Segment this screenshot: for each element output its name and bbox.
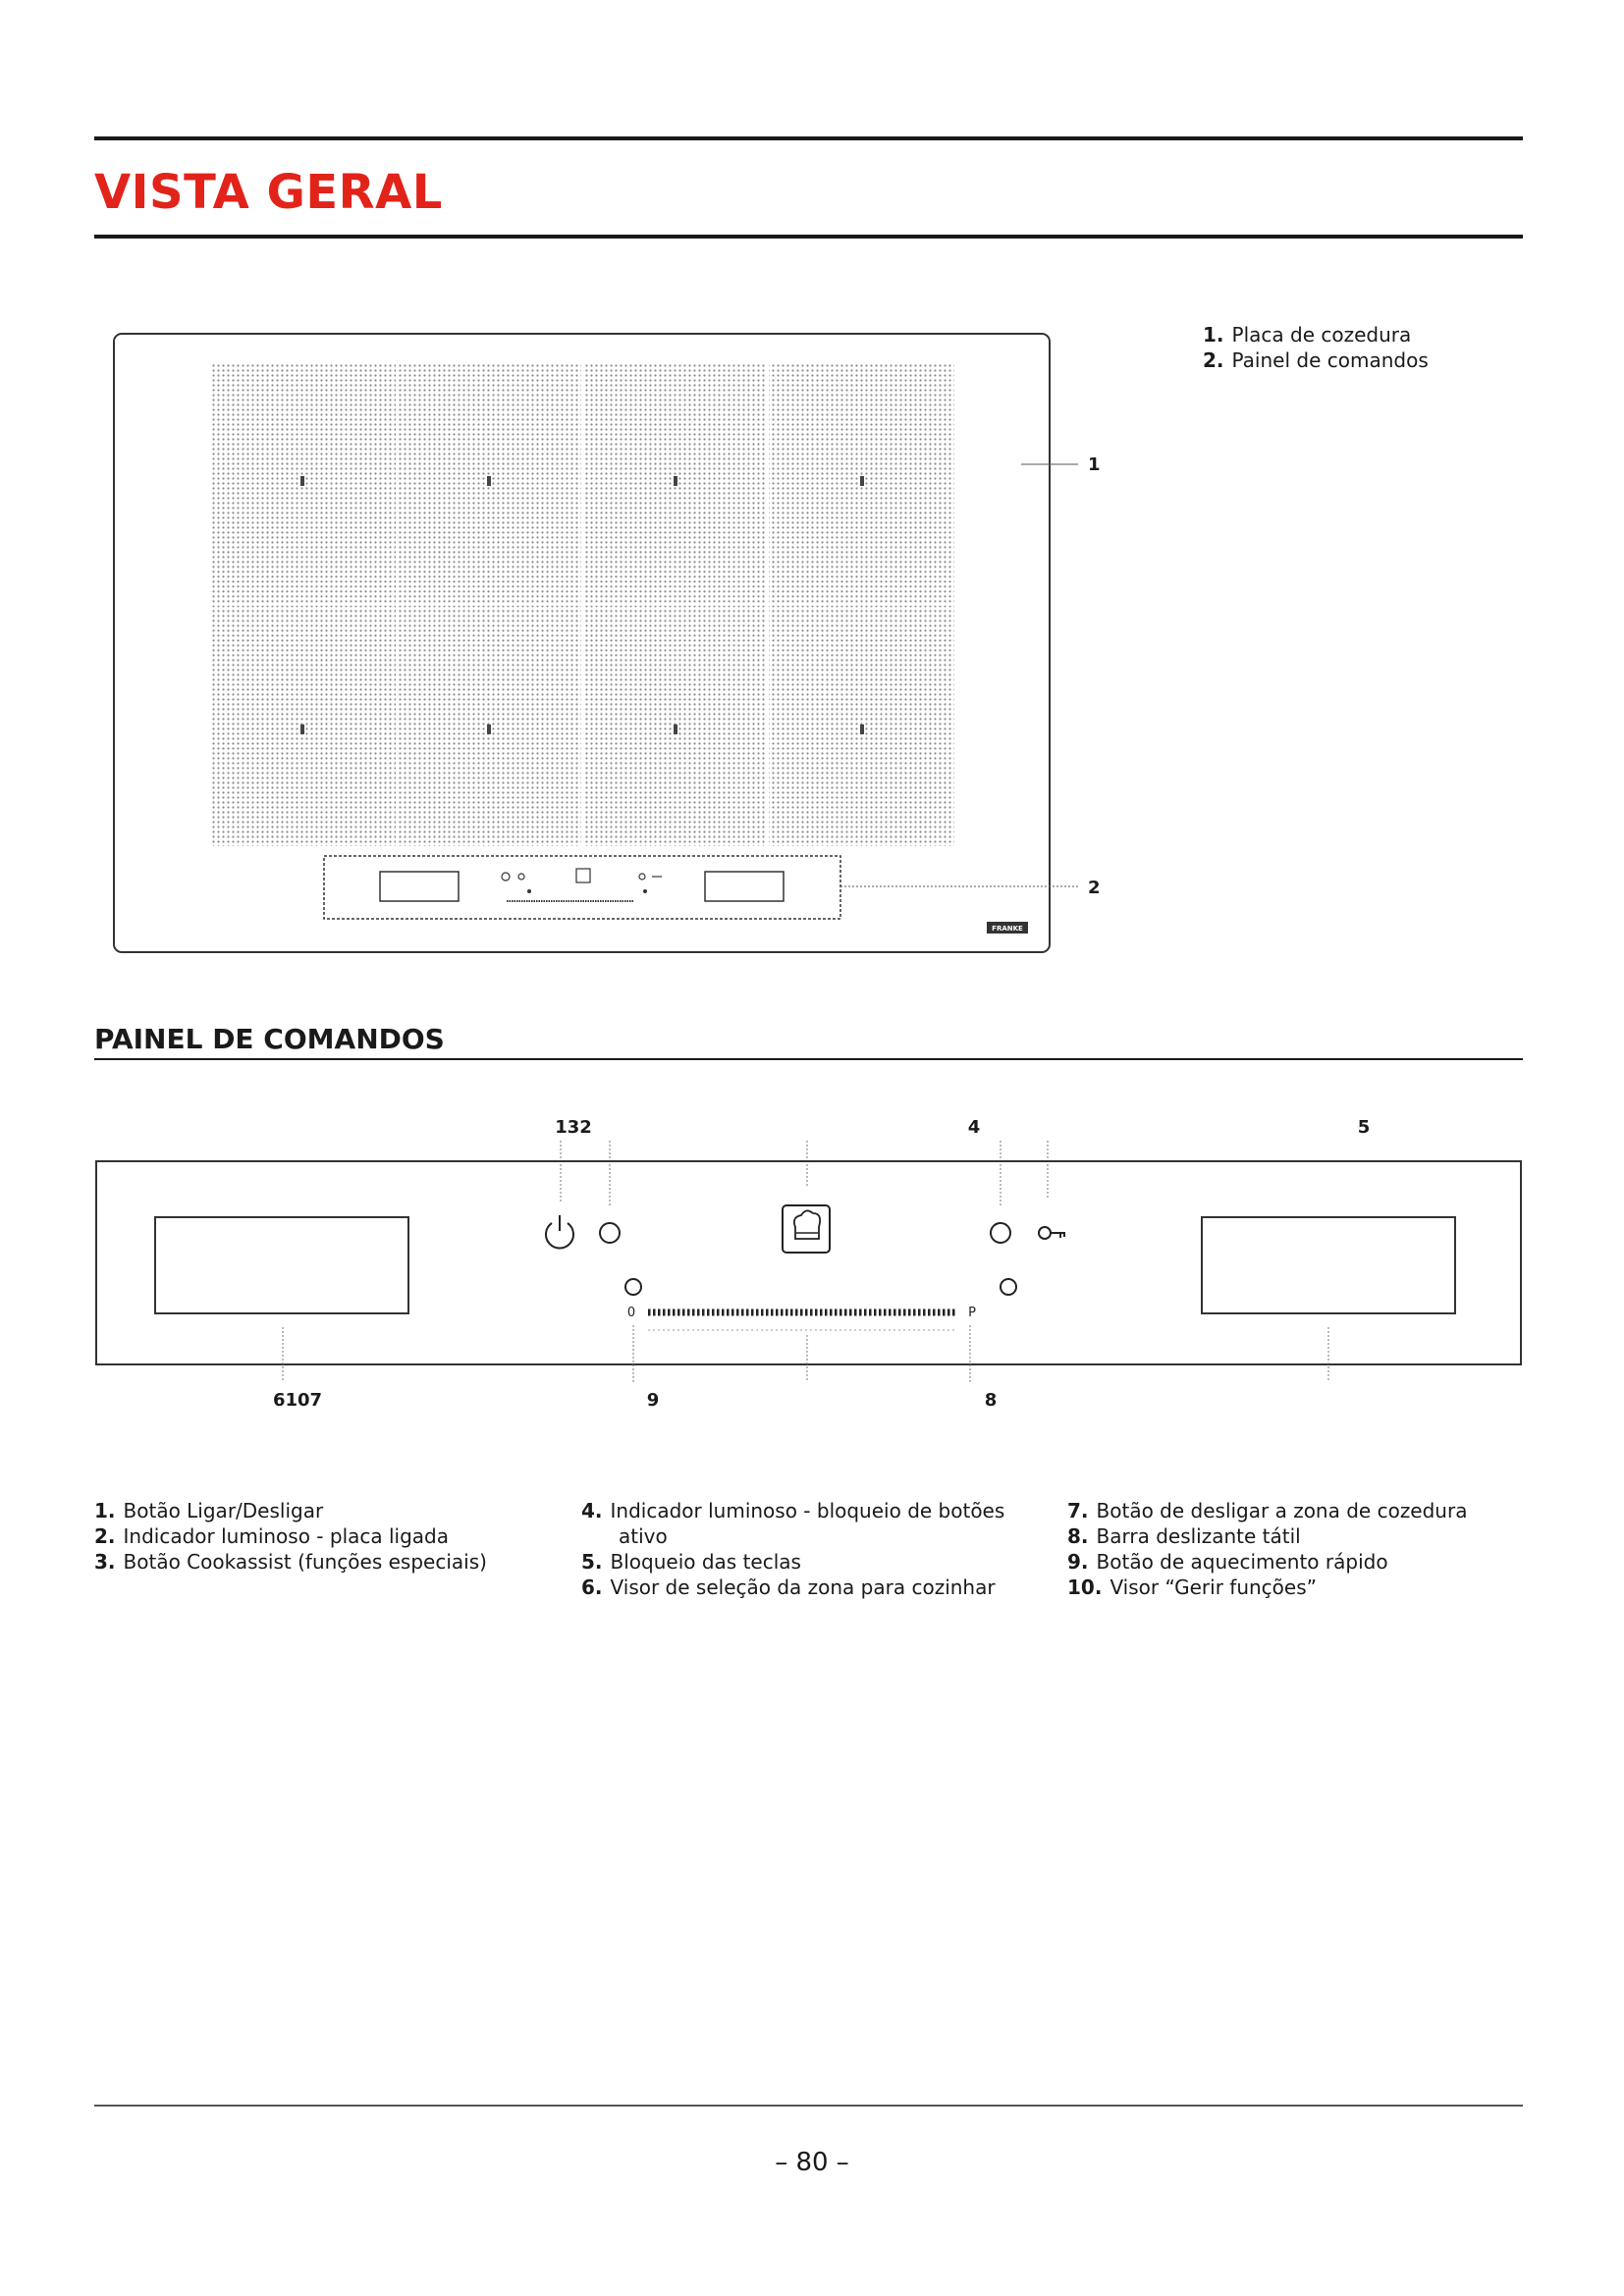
legend-number: 7. xyxy=(1067,1499,1089,1522)
legend-number: 8. xyxy=(1067,1524,1089,1548)
panel-legend-item xyxy=(581,1498,1004,1523)
zone-off-icon xyxy=(643,889,647,893)
section-title: PAINEL DE COMANDOS xyxy=(94,1023,445,1055)
brand-label: FRANKE xyxy=(992,925,1023,933)
zone-marker-icon xyxy=(860,724,864,734)
power-icon xyxy=(502,873,510,881)
left-display xyxy=(380,872,459,901)
legend-number: 2. xyxy=(94,1524,116,1548)
section-underline xyxy=(94,1058,1523,1060)
legend-text: Visor de seleção da zona para cozinhar xyxy=(610,1575,996,1599)
boost-button-icon xyxy=(625,1279,641,1295)
legend-text: Botão Ligar/Desligar xyxy=(123,1499,324,1522)
legend-number: 3. xyxy=(94,1550,116,1574)
callout-label: 5 xyxy=(1357,1117,1371,1138)
zone-marker-icon xyxy=(674,724,677,734)
zone-marker-icon xyxy=(487,724,491,734)
callout-label: 1 xyxy=(1088,454,1101,475)
indicator-icon xyxy=(639,874,645,880)
callout-label: 4 xyxy=(967,1117,981,1138)
cookassist-button-icon xyxy=(783,1205,830,1253)
callout-label: 2 xyxy=(1088,878,1101,898)
control-panel-outline xyxy=(96,1161,1521,1364)
indicator-icon xyxy=(518,874,524,880)
panel-legend-item xyxy=(1067,1523,1301,1549)
zone-marker-icon xyxy=(300,476,304,486)
zone-marker-icon xyxy=(860,476,864,486)
panel-legend-item xyxy=(94,1498,323,1523)
control-panel-drawing xyxy=(0,1080,1624,1433)
cookassist-icon xyxy=(576,869,590,882)
panel-legend-item xyxy=(1067,1498,1467,1523)
legend-number: 4. xyxy=(581,1499,603,1522)
legend-number: 5. xyxy=(581,1550,603,1574)
callout-label: 132 xyxy=(555,1117,592,1138)
legend-text: Bloqueio das teclas xyxy=(610,1550,801,1574)
legend-number: 10. xyxy=(1067,1575,1103,1599)
zone-marker-icon xyxy=(487,476,491,486)
legend-number: 2. xyxy=(1203,348,1224,372)
legend-number: 1. xyxy=(94,1499,116,1522)
power-indicator-icon xyxy=(600,1223,620,1243)
functions-display xyxy=(1202,1217,1455,1313)
legend-text: ativo xyxy=(619,1524,668,1548)
legend-text: Indicador luminoso - placa ligada xyxy=(123,1524,450,1548)
right-display xyxy=(705,872,784,901)
footer-rule xyxy=(94,2105,1523,2107)
callout-label: 8 xyxy=(984,1390,998,1411)
legend-number: 1. xyxy=(1203,323,1224,347)
power-button-icon xyxy=(546,1215,573,1248)
boost-icon xyxy=(527,889,531,893)
panel-legend-item xyxy=(1067,1549,1388,1575)
slider-min-label: 0 xyxy=(626,1306,636,1320)
legend-text: Botão de desligar a zona de cozedura xyxy=(1096,1499,1468,1522)
legend-text: Painel de comandos xyxy=(1231,348,1429,372)
panel-legend-item xyxy=(581,1549,801,1575)
page-title: VISTA GERAL xyxy=(94,165,443,220)
zone-selection-display xyxy=(155,1217,408,1313)
callout-label: 9 xyxy=(646,1390,660,1411)
legend-number: 6. xyxy=(581,1575,603,1599)
legend-number: 9. xyxy=(1067,1550,1089,1574)
panel-legend-item xyxy=(94,1523,449,1549)
legend-text: Indicador luminoso - bloqueio de botões xyxy=(610,1499,1005,1522)
zone-off-button-icon xyxy=(1001,1279,1016,1295)
legend-text: Botão Cookassist (funções especiais) xyxy=(123,1550,487,1574)
legend-text: Visor “Gerir funções” xyxy=(1110,1575,1317,1599)
panel-legend-item xyxy=(619,1523,668,1549)
page-number: – 80 – xyxy=(775,2148,849,2177)
panel-legend-item xyxy=(1067,1575,1317,1600)
callout-label: 6107 xyxy=(272,1390,323,1411)
panel-legend-item xyxy=(581,1575,996,1600)
legend-text: Barra deslizante tátil xyxy=(1096,1524,1301,1548)
zone-marker-icon xyxy=(674,476,677,486)
key-lock-icon xyxy=(1039,1227,1065,1239)
zone-marker-icon xyxy=(300,724,304,734)
panel-legend-item xyxy=(94,1549,487,1575)
slider-max-label: P xyxy=(968,1306,976,1320)
cooktop-overview-drawing xyxy=(0,0,1624,982)
legend-text: Placa de cozedura xyxy=(1231,323,1412,347)
lock-indicator-icon xyxy=(991,1223,1010,1243)
control-panel-outline xyxy=(324,856,840,919)
legend-text: Botão de aquecimento rápido xyxy=(1096,1550,1388,1574)
